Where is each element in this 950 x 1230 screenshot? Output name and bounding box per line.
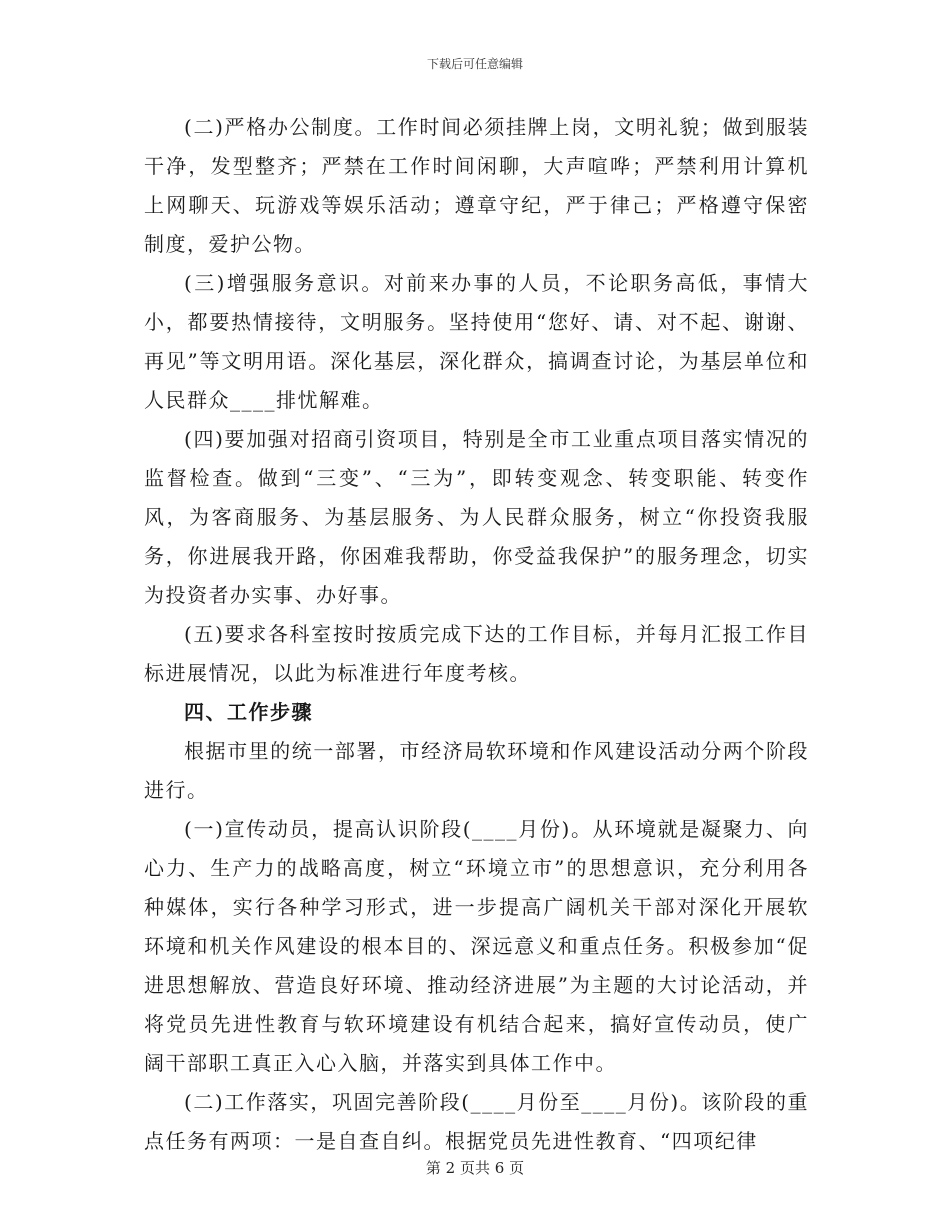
paragraph-stage-one: (一)宣传动员，提高认识阶段(____月份)。从环境就是凝聚力、向心力、生产力的战略高度，树立“环境立市”的思想意识，充分利用各种媒体，实行各种学习形式，进一步提高广阔机关干部对深化开展软环境和机关作风建设的根本目的、深远意义和重点任务。积极参加“促进思想解放、营造良好环境、推动经济进展”为主题的大讨论活动，并将党员先进性教育与软环境建设有机结合起来，搞好宣传动员，使广阔干部职工真正入心入脑，并落实到具体工作中。 (144, 817, 809, 1075)
paragraph-strict-office-rules: (二)严格办公制度。工作时间必须挂牌上岗，文明礼貌；做到服装干净，发型整齐；严禁在工作时间闲聊，大声喧哗；严禁利用计算机上网聊天、玩游戏等娱乐活动；遵章守纪，严于律己；严格遵守保密制度，爱护公物。 (144, 115, 809, 256)
paragraph-service-awareness: (三)增强服务意识。对前来办事的人员，不论职务高低，事情大小，都要热情接待，文明服务。坚持使用“您好、请、对不起、谢谢、再见”等文明用语。深化基层，深化群众，搞调查讨论，为基层单位和人民群众____排忧解难。 (144, 271, 809, 412)
paragraph-investment-supervision: (四)要加强对招商引资项目，特别是全市工业重点项目落实情况的监督检查。做到“三变”、“三为”，即转变观念、转变职能、转变作风，为客商服务、为基层服务、为人民群众服务，树立“你投资我服务，你进展我开路，你困难我帮助，你受益我保护”的服务理念，切实为投资者办实事、办好事。 (144, 427, 809, 607)
paragraph-stage-two: (二)工作落实，巩固完善阶段(____月份至____月份)。该阶段的重点任务有两项：一是自查自纠。根据党员先进性教育、“四项纪律 (144, 1090, 809, 1153)
page-number: 第 2 页共 6 页 (425, 1159, 525, 1177)
page-header-note: 下载后可任意编辑 (426, 57, 523, 71)
paragraph-two-stages-intro: 根据市里的统一部署，市经济局软环境和作风建设活动分两个阶段进行。 (144, 739, 809, 802)
paragraph-work-targets: (五)要求各科室按时按质完成下达的工作目标，并每月汇报工作目标进展情况，以此为标准进行年度考核。 (144, 622, 809, 685)
document-body (144, 108, 809, 1161)
section-heading-work-steps: 四、工作步骤 (184, 700, 313, 724)
